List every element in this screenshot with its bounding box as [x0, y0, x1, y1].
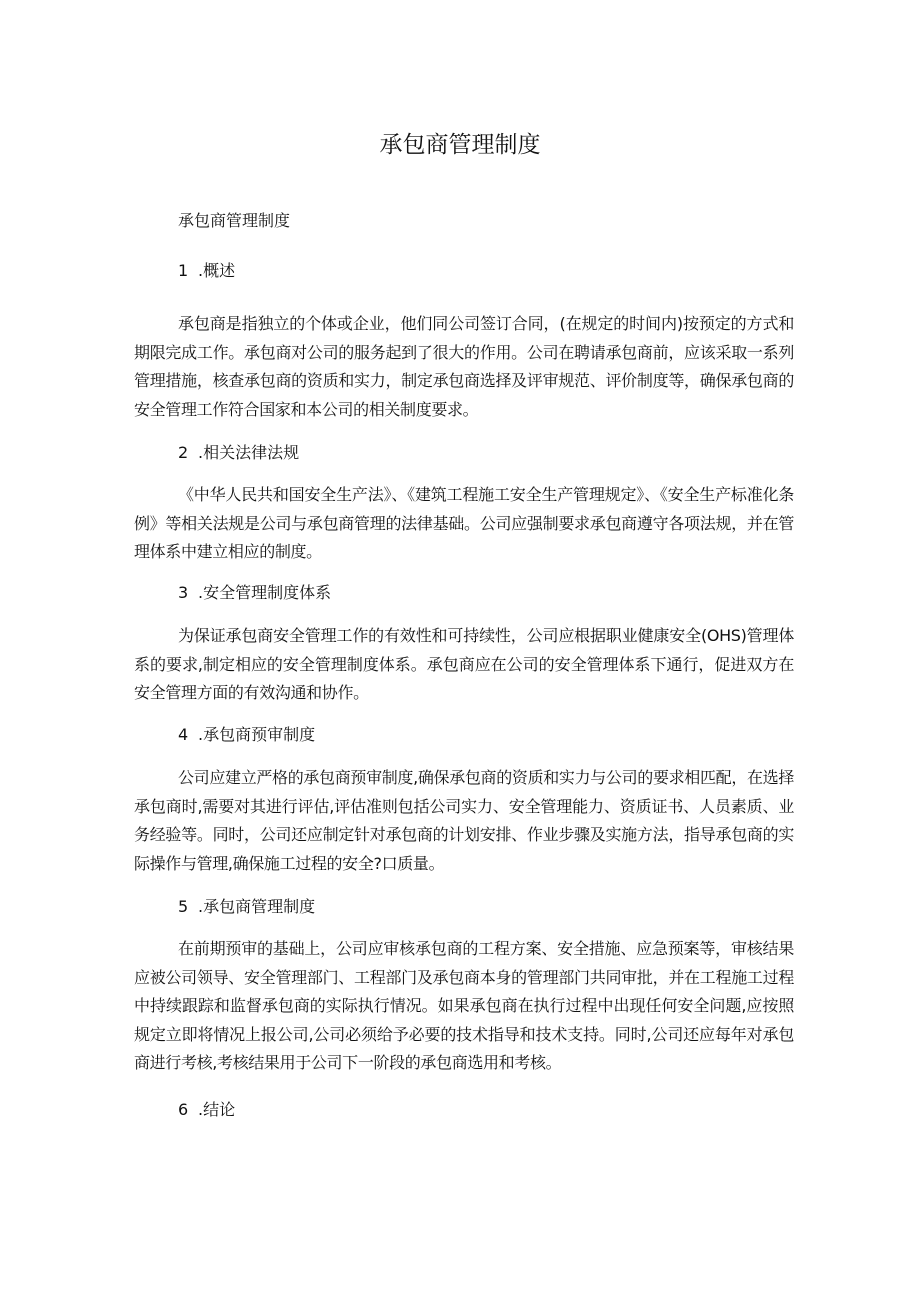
- section-heading-6: [178, 1097, 235, 1123]
- section-heading-2: [178, 440, 299, 466]
- section-title: .安全管理制度体系: [198, 583, 332, 602]
- section-title: .结论: [198, 1100, 236, 1119]
- section-number: 4: [178, 725, 189, 744]
- section-body-2: 《中华人民共和国安全生产法》、《建筑工程施工安全生产管理规定》、《安全生产标准化条例》等相关法规是公司与承包商管理的法律基础。公司应强制要求承包商遵守各项法规，并在管理体系中建立相应的制度。: [134, 485, 794, 562]
- section-title: .相关法律法规: [198, 443, 300, 462]
- section-body-4: 公司应建立严格的承包商预审制度,确保承包商的资质和实力与公司的要求相匹配，在选择承包商时,需要对其进行评估,评估准则包括公司实力、安全管理能力、资质证书、人员素质、业务经验等。同时，公司还应制定针对承包商的计划安排、作业步骤及实施方法，指导承包商的实际操作与管理,确保施工过程的安全?口质量。: [134, 768, 794, 873]
- section-number: 3: [178, 583, 189, 602]
- document-title: 承包商管理制度: [379, 132, 541, 158]
- section-heading-3: [178, 580, 331, 606]
- section-number: 5: [178, 897, 189, 916]
- section-heading-4: [178, 722, 315, 748]
- section-heading-5: [178, 894, 315, 920]
- section-number: 2: [178, 443, 189, 462]
- section-body-3: 为保证承包商安全管理工作的有效性和可持续性，公司应根据职业健康安全(OHS)管理体系的要求,制定相应的安全管理制度体系。承包商应在公司的安全管理体系下通行，促进双方在安全管理方面的有效沟通和协作。: [134, 626, 794, 703]
- section-title: .承包商管理制度: [198, 897, 316, 916]
- section-title: .承包商预审制度: [198, 725, 316, 744]
- document-subtitle: 承包商管理制度: [178, 211, 291, 230]
- section-heading-1: [178, 258, 235, 284]
- section-number: 1: [178, 261, 189, 280]
- section-body-5: 在前期预审的基础上，公司应审核承包商的工程方案、安全措施、应急预案等，审核结果应被公司领导、安全管理部门、工程部门及承包商本身的管理部门共同审批，并在工程施工过程中持续跟踪和监督承包商的实际执行情况。如果承包商在执行过程中出现任何安全问题,应按照规定立即将情况上报公司,公司必须给予必要的技术指导和技术支持。同时,公司还应每年对承包商进行考核,考核结果用于公司下一阶段的承包商选用和考核。: [134, 939, 794, 1073]
- section-number: 6: [178, 1100, 189, 1119]
- section-title: .概述: [198, 261, 236, 280]
- section-body-1: 承包商是指独立的个体或企业，他们同公司签订合同，(在规定的时间内)按预定的方式和期限完成工作。承包商对公司的服务起到了很大的作用。公司在聘请承包商前，应该采取一系列管理措施，核查承包商的资质和实力，制定承包商选择及评审规范、评价制度等，确保承包商的安全管理工作符合国家和本公司的相关制度要求。: [134, 314, 794, 419]
